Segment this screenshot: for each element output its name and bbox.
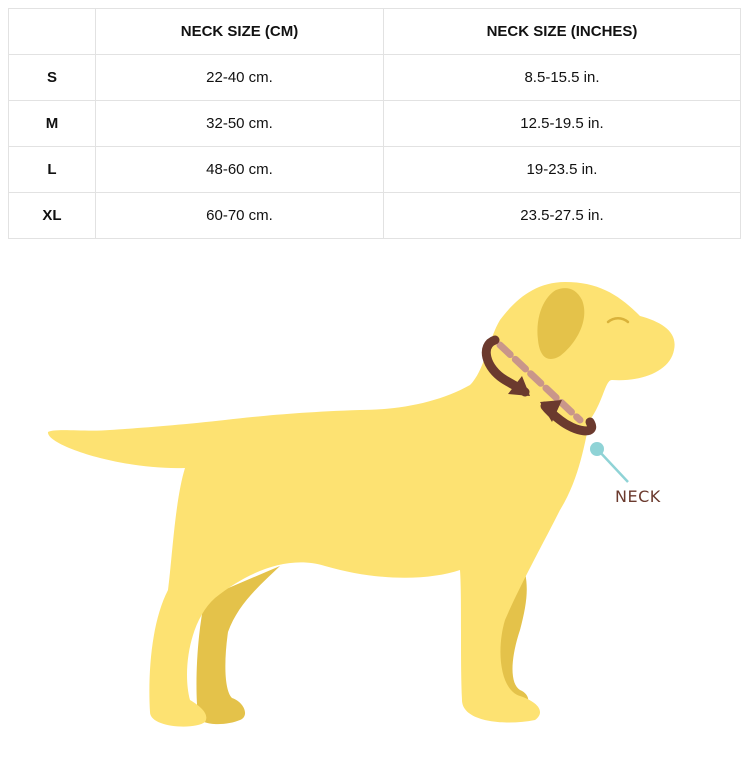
cm-cell: 48-60 cm. <box>96 147 384 193</box>
cm-cell: 32-50 cm. <box>96 101 384 147</box>
inches-cell: 19-23.5 in. <box>384 147 741 193</box>
size-cell: L <box>9 147 96 193</box>
header-neck-inches: NECK SIZE (INCHES) <box>384 9 741 55</box>
neck-label: NECK <box>615 487 661 506</box>
size-cell: M <box>9 101 96 147</box>
table-header-row <box>9 9 741 55</box>
table-row <box>9 101 741 147</box>
inches-cell: 8.5-15.5 in. <box>384 55 741 101</box>
header-neck-cm: NECK SIZE (CM) <box>96 9 384 55</box>
size-cell: S <box>9 55 96 101</box>
neck-pointer-line <box>598 450 628 482</box>
cm-cell: 60-70 cm. <box>96 193 384 239</box>
table-row <box>9 193 741 239</box>
dog-body <box>48 282 675 727</box>
size-chart-table <box>8 8 741 239</box>
size-cell: XL <box>9 193 96 239</box>
neck-pointer-dot <box>590 442 604 456</box>
inches-cell: 23.5-27.5 in. <box>384 193 741 239</box>
dog-neck-illustration <box>0 245 750 779</box>
table-row <box>9 55 741 101</box>
header-size <box>9 9 96 55</box>
cm-cell: 22-40 cm. <box>96 55 384 101</box>
table-row <box>9 147 741 193</box>
inches-cell: 12.5-19.5 in. <box>384 101 741 147</box>
